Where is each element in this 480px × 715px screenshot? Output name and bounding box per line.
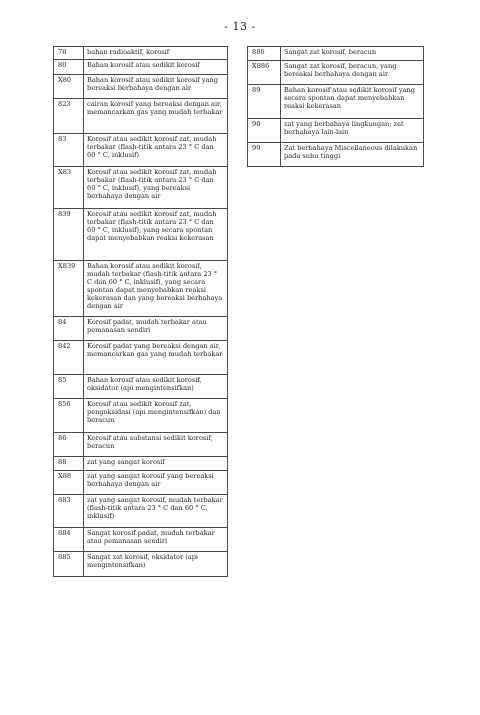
hazard-description: Korosif atau sedikit korosif zat, mudah terbakar (flash-titik antara 23 ° C dan 60 ° C, inklusif), yang secara spontan dapat menyebabkan reaksi kekerasan xyxy=(84,209,228,261)
hazard-code: 99 xyxy=(248,143,281,167)
hazard-description: zat yang sangat korosif, mudah terbakar (flash-titik antara 23 ° C dan 60 ° C, inklusif) xyxy=(84,495,228,528)
hazard-code: X839 xyxy=(54,261,84,317)
table-row xyxy=(54,209,228,261)
hazard-code: X80 xyxy=(54,75,84,99)
hazard-code: X886 xyxy=(248,61,281,85)
hazard-code: 884 xyxy=(54,528,84,552)
hazard-code: 856 xyxy=(54,399,84,433)
hazard-description: Bahan korosif atau sedikit korosif yang bereaksi berbahaya dengan air xyxy=(84,75,228,99)
hazard-description: zat yang sangat korosif xyxy=(84,457,228,471)
hazard-description: Sangat korosif padat, mudah terbakar atau pemanasan sendiri xyxy=(84,528,228,552)
table-row xyxy=(54,261,228,317)
hazard-code: 90 xyxy=(248,119,281,143)
hazard-code-table-right xyxy=(247,46,424,167)
hazard-code: 88 xyxy=(54,457,84,471)
page-number: - 13 - xyxy=(224,20,256,33)
hazard-code: 80 xyxy=(54,60,84,75)
hazard-description: Korosif padat yang bereaksi dengan air, memancarkan gas yang mudah terbakar xyxy=(84,341,228,375)
table-row xyxy=(54,528,228,552)
hazard-description: bahan radioaktif, korosif xyxy=(84,47,228,60)
table-row xyxy=(54,457,228,471)
hazard-code: 86 xyxy=(54,433,84,457)
hazard-code: X83 xyxy=(54,167,84,209)
table-row xyxy=(54,341,228,375)
table-row xyxy=(248,47,424,61)
table-row xyxy=(248,119,424,143)
hazard-code: 839 xyxy=(54,209,84,261)
hazard-code: 823 xyxy=(54,99,84,134)
hazard-description: Sangat zat korosif, beracun xyxy=(281,47,424,61)
table-row xyxy=(54,433,228,457)
hazard-code: 85 xyxy=(54,375,84,399)
table-row xyxy=(248,85,424,119)
hazard-code: 83 xyxy=(54,134,84,167)
hazard-description: Sangat zat korosif, oksidator (api mengintensifkan) xyxy=(84,552,228,577)
table-row xyxy=(54,495,228,528)
hazard-description: Korosif atau sedikit korosif zat, mudah terbakar (flash-titik antara 23 ° C dan 60 ° C, inklusif), yang bereaksi berbahaya dengan air xyxy=(84,167,228,209)
table-row xyxy=(248,61,424,85)
table-row xyxy=(54,471,228,495)
hazard-description: Sangat zat korosif, beracun, yang bereaksi berbahaya dengan air xyxy=(281,61,424,85)
hazard-description: Zat berbahaya Miscellaneous dilakukan pada suhu tinggi xyxy=(281,143,424,167)
hazard-code: 842 xyxy=(54,341,84,375)
table-row xyxy=(54,375,228,399)
table-row xyxy=(54,60,228,75)
hazard-description: Bahan korosif atau sedikit korosif, mudah terbakar (flash-titik antara 23 ° C dan 60 ° C, inklusif), yang secara spontan dapat menyebabkan reaksi kekerasan dan yang bereaksi berbahaya dengan air xyxy=(84,261,228,317)
hazard-code: 78 xyxy=(54,47,84,60)
hazard-code: X88 xyxy=(54,471,84,495)
hazard-description: zat yang berbahaya lingkungan; zat berbahaya lain-lain xyxy=(281,119,424,143)
hazard-code: 89 xyxy=(248,85,281,119)
hazard-description: Korosif atau substansi sedikit korosif, beracun xyxy=(84,433,228,457)
hazard-description: Korosif atau sedikit korosif zat, mudah terbakar (flash-titik antara 23 ° C dan 60 ° C, inklusif) xyxy=(84,134,228,167)
table-row xyxy=(54,134,228,167)
hazard-code: 84 xyxy=(54,317,84,341)
table-row xyxy=(54,99,228,134)
hazard-description: Korosif padat, mudah terbakar atau pemanasan sendiri xyxy=(84,317,228,341)
hazard-code: 886 xyxy=(248,47,281,61)
hazard-description: cairan korosif yang bereaksi dengan air, memancarkan gas yang mudah terbakar xyxy=(84,99,228,134)
table-row xyxy=(54,75,228,99)
table-row xyxy=(54,399,228,433)
table-row xyxy=(54,167,228,209)
table-row xyxy=(54,47,228,60)
table-row xyxy=(54,317,228,341)
hazard-description: Bahan korosif atau sedikit korosif yang secara spontan dapat menyebabkan reaksi kekerasan xyxy=(281,85,424,119)
hazard-description: Bahan korosif atau sedikit korosif xyxy=(84,60,228,75)
hazard-description: Bahan korosif atau sedikit korosif, oksidator (api mengintensifkan) xyxy=(84,375,228,399)
table-row xyxy=(248,143,424,167)
table-row xyxy=(54,552,228,577)
hazard-code: 883 xyxy=(54,495,84,528)
hazard-description: zat yang sangat korosif yang bereaksi berbahaya dengan air xyxy=(84,471,228,495)
hazard-code-table-left xyxy=(53,46,228,577)
hazard-code: 885 xyxy=(54,552,84,577)
hazard-description: Korosif atau sedikit korosif zat, pengoksidasi (api mengintensifkan) dan beracun xyxy=(84,399,228,433)
